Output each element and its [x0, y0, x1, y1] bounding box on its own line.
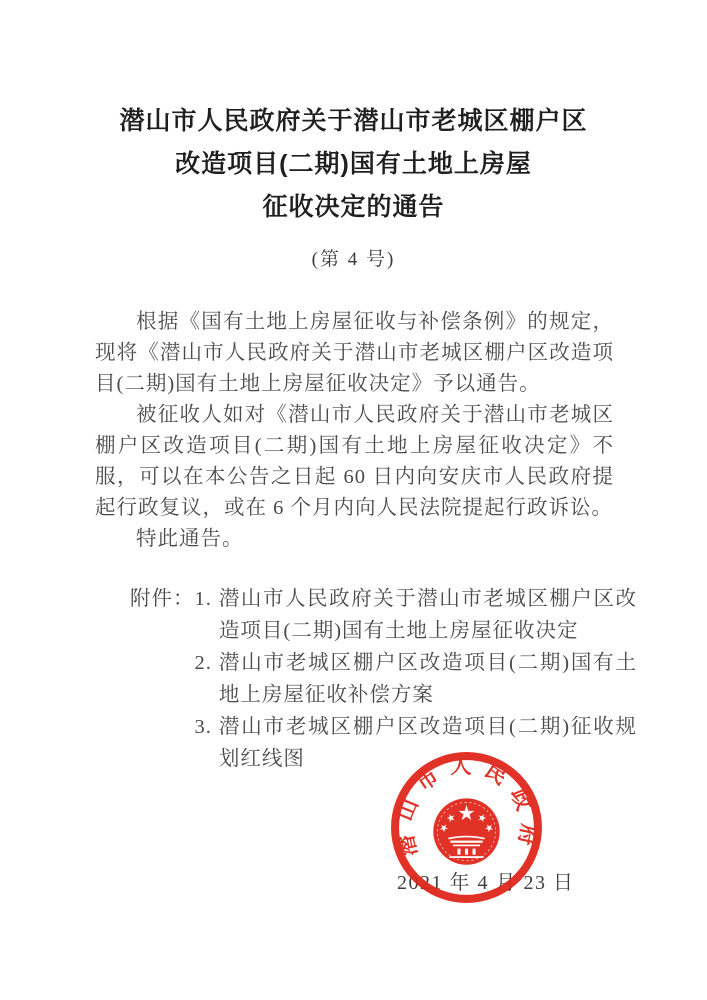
attachments-label: 附件： — [130, 588, 195, 610]
document-body — [95, 307, 614, 555]
national-emblem-icon — [433, 798, 499, 864]
attachment-text: 潜山市老城区棚户区改造项目(二期)征收规划红线图 — [218, 716, 637, 770]
document-title — [0, 0, 707, 229]
attachment-item — [195, 647, 638, 711]
official-seal — [386, 747, 547, 908]
attachment-item — [195, 583, 638, 647]
title-line-1: 潜山市人民政府关于潜山市老城区棚户区 — [119, 107, 588, 135]
seal-text: 潜山市人民政府 — [392, 755, 541, 859]
attachment-text: 潜山市人民政府关于潜山市老城区棚户区改造项目(二期)国有土地上房屋征收决定 — [218, 588, 637, 642]
title-line-2: 改造项目(二期)国有土地上房屋 — [175, 150, 532, 178]
attachment-number: 2. — [194, 652, 212, 674]
body-paragraph: 根据《国有土地上房屋征收与补偿条例》的规定，现将《潜山市人民政府关于潜山市老城区棚户区改造项目(二期)国有土地上房屋征收决定》予以通告。 — [95, 311, 614, 395]
body-paragraph: 特此通告。 — [136, 528, 244, 550]
document-number: (第 4 号) — [311, 249, 396, 270]
attachment-text: 潜山市老城区棚户区改造项目(二期)国有土地上房屋征收补偿方案 — [218, 652, 637, 706]
body-paragraph: 被征收人如对《潜山市人民政府关于潜山市老城区棚户区改造项目(二期)国有土地上房屋征收决定》不服，可以在本公告之日起 60 日内向安庆市人民政府提起行政复议，或在 6 个月内向人民法院提起行政诉讼。 — [95, 404, 614, 519]
title-line-3: 征收决定的通告 — [262, 193, 445, 221]
attachment-number: 1. — [194, 588, 212, 610]
attachment-number: 3. — [194, 716, 212, 738]
attachments-section — [130, 583, 637, 775]
issue-date: 2021 年 4 月 23 日 — [397, 872, 575, 894]
